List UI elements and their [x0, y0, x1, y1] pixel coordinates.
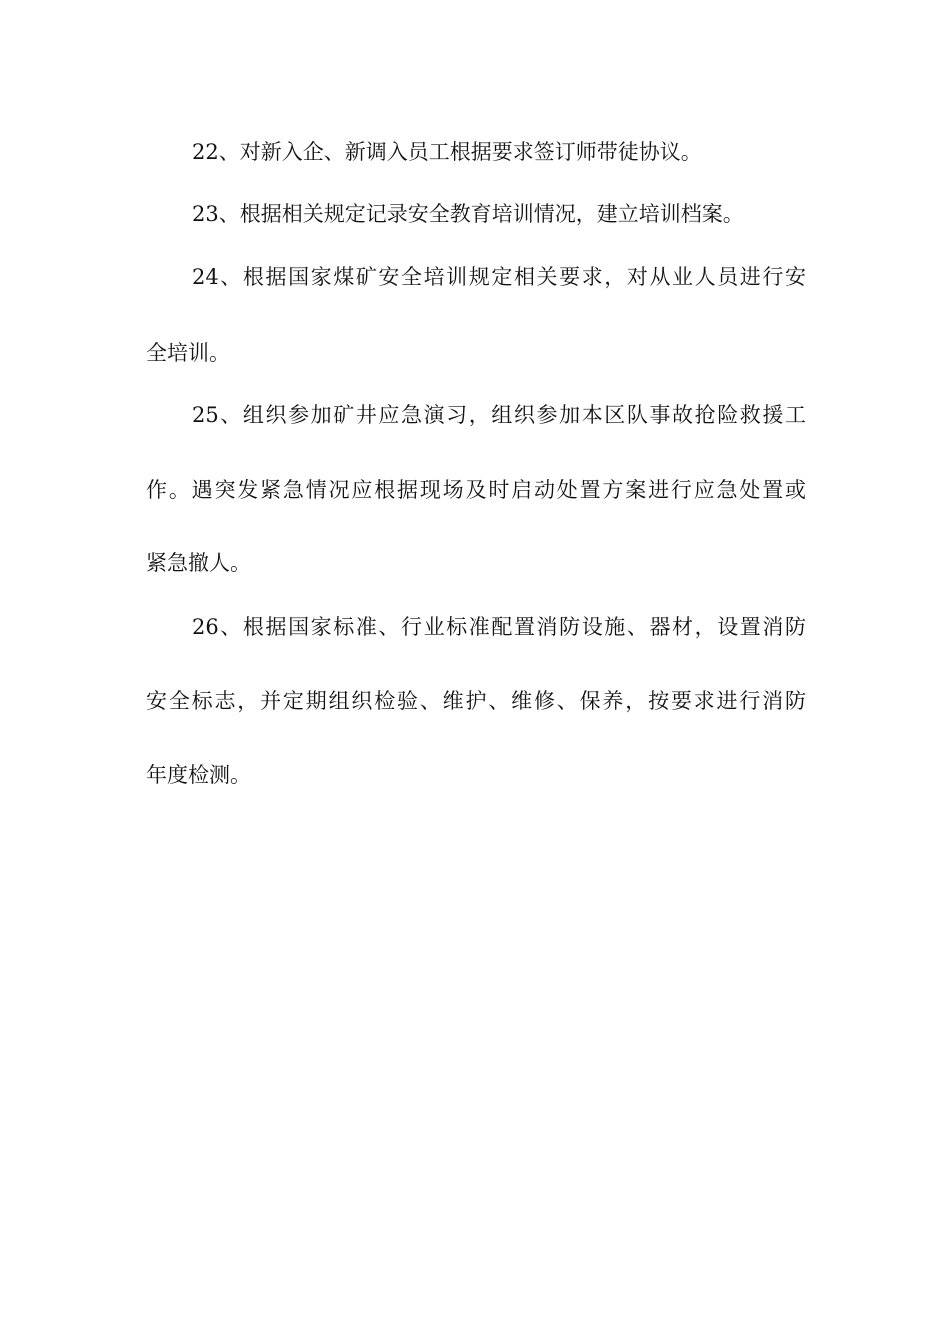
paragraph-line: 23、根据相关规定记录安全教育培训情况，建立培训档案。 [192, 202, 744, 226]
paragraph-line: 全培训。 [146, 341, 230, 365]
paragraph-line: 22、对新入企、新调入员工根据要求签订师带徒协议。 [192, 140, 702, 164]
paragraph-line: 26、根据国家标准、行业标准配置消防设施、器材，设置消防 [192, 615, 806, 639]
paragraph-line: 年度检测。 [146, 763, 251, 787]
paragraph-line: 25、组织参加矿井应急演习，组织参加本区队事故抢险救援工 [192, 403, 806, 427]
paragraph-line: 紧急撤人。 [146, 551, 251, 575]
paragraph-line: 作。遇突发紧急情况应根据现场及时启动处置方案进行应急处置或 [146, 478, 806, 502]
paragraph-line: 24、根据国家煤矿安全培训规定相关要求，对从业人员进行安 [192, 265, 806, 289]
paragraph-line: 安全标志，并定期组织检验、维护、维修、保养，按要求进行消防 [146, 689, 806, 713]
